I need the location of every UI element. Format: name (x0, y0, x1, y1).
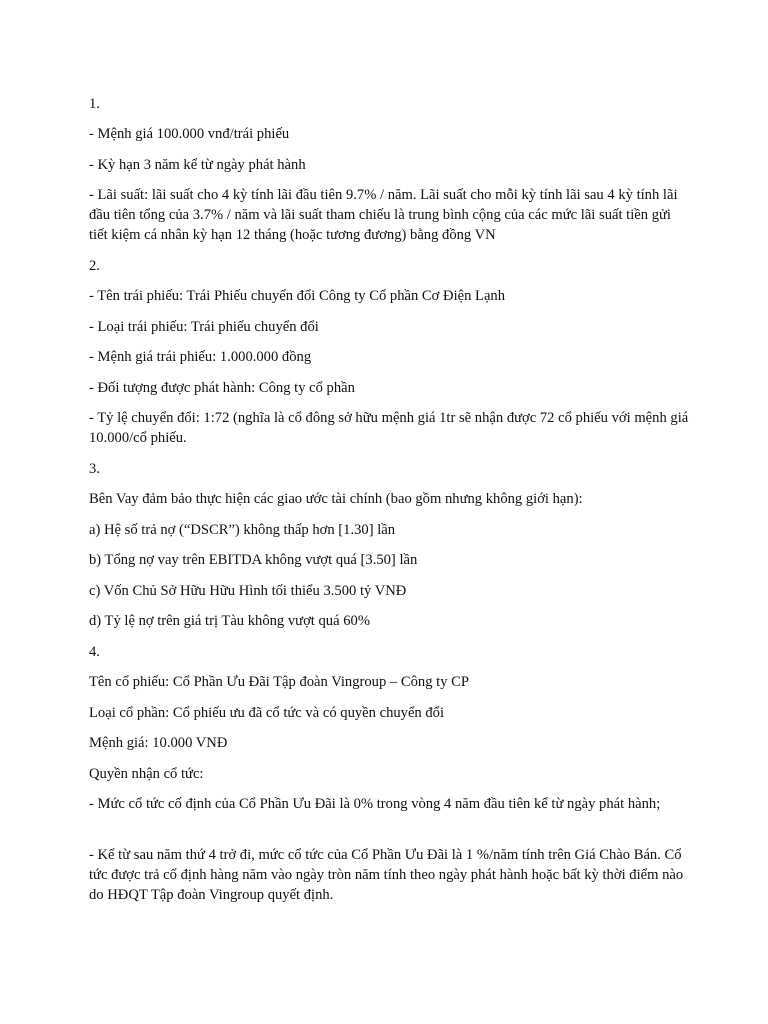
interest-rate-paragraph: - Lãi suất: lãi suất cho 4 kỳ tính lãi đầu tiên 9.7% / năm. Lãi suất cho mỗi kỳ tính lãi sau 4 kỳ tính lãi đầu tiên tổng của 3.7% / năm và lãi suất tham chiếu là trung bình cộng của các mức lãi suất tiền gửi tiết kiệm cá nhân kỳ hạn 12 tháng (hoặc tương đương) bằng đồng VN (89, 187, 678, 243)
share-par-value-line: Mệnh giá: 10.000 VNĐ (89, 735, 228, 751)
section-4-number: 4. (89, 644, 100, 660)
share-name-line: Tên cổ phiếu: Cổ Phần Ưu Đãi Tập đoàn Vingroup – Công ty CP (89, 674, 469, 690)
covenants-intro-line: Bên Vay đảm bảo thực hiện các giao ước tài chính (bao gồm nhưng không giới hạn): (89, 491, 583, 507)
covenant-d-line: d) Tỷ lệ nợ trên giá trị Tàu không vượt quá 60% (89, 613, 370, 629)
covenant-c-line: c) Vốn Chủ Sở Hữu Hữu Hình tối thiểu 3.500 tỷ VNĐ (89, 583, 407, 599)
conversion-ratio-paragraph: - Tỷ lệ chuyển đổi: 1:72 (nghĩa là cổ đông sở hữu mệnh giá 1tr sẽ nhận được 72 cổ phiếu với mệnh giá 10.000/cổ phiếu. (89, 410, 689, 446)
share-type-line: Loại cổ phần: Cổ phiếu ưu đã cổ tức và có quyền chuyển đổi (89, 705, 445, 721)
issuer-line: - Đối tượng được phát hành: Công ty cổ phần (89, 380, 355, 396)
later-dividend-paragraph: - Kể từ sau năm thứ 4 trở đi, mức cổ tức của Cổ Phần Ưu Đãi là 1 %/năm tính trên Giá Chào Bán. Cổ tức được trả cố định hàng năm vào ngày tròn năm tính theo ngày phát hành hoặc bất kỳ thời điểm nào do HĐQT Tập đoàn Vingroup quyết định. (89, 847, 684, 903)
bond-par-value-line: - Mệnh giá trái phiếu: 1.000.000 đồng (89, 349, 312, 365)
dividend-rights-heading: Quyền nhận cổ tức: (89, 766, 204, 782)
covenant-a-line: a) Hệ số trả nợ (“DSCR”) không thấp hơn [1.30] lần (89, 522, 396, 538)
section-2-number: 2. (89, 258, 100, 274)
covenant-b-line: b) Tổng nợ vay trên EBITDA không vượt quá [3.50] lần (89, 552, 418, 568)
section-1-number: 1. (89, 96, 100, 112)
fixed-dividend-paragraph: - Mức cổ tức cố định của Cổ Phần Ưu Đãi là 0% trong vòng 4 năm đầu tiên kể từ ngày phát hành; (89, 796, 661, 812)
par-value-line: - Mệnh giá 100.000 vnđ/trái phiếu (89, 126, 290, 142)
bond-type-line: - Loại trái phiếu: Trái phiếu chuyển đổi (89, 319, 319, 335)
bond-name-line: - Tên trái phiếu: Trái Phiếu chuyển đổi Công ty Cổ phần Cơ Điện Lạnh (89, 288, 506, 304)
term-line: - Kỳ hạn 3 năm kể từ ngày phát hành (89, 157, 306, 173)
section-3-number: 3. (89, 461, 100, 477)
